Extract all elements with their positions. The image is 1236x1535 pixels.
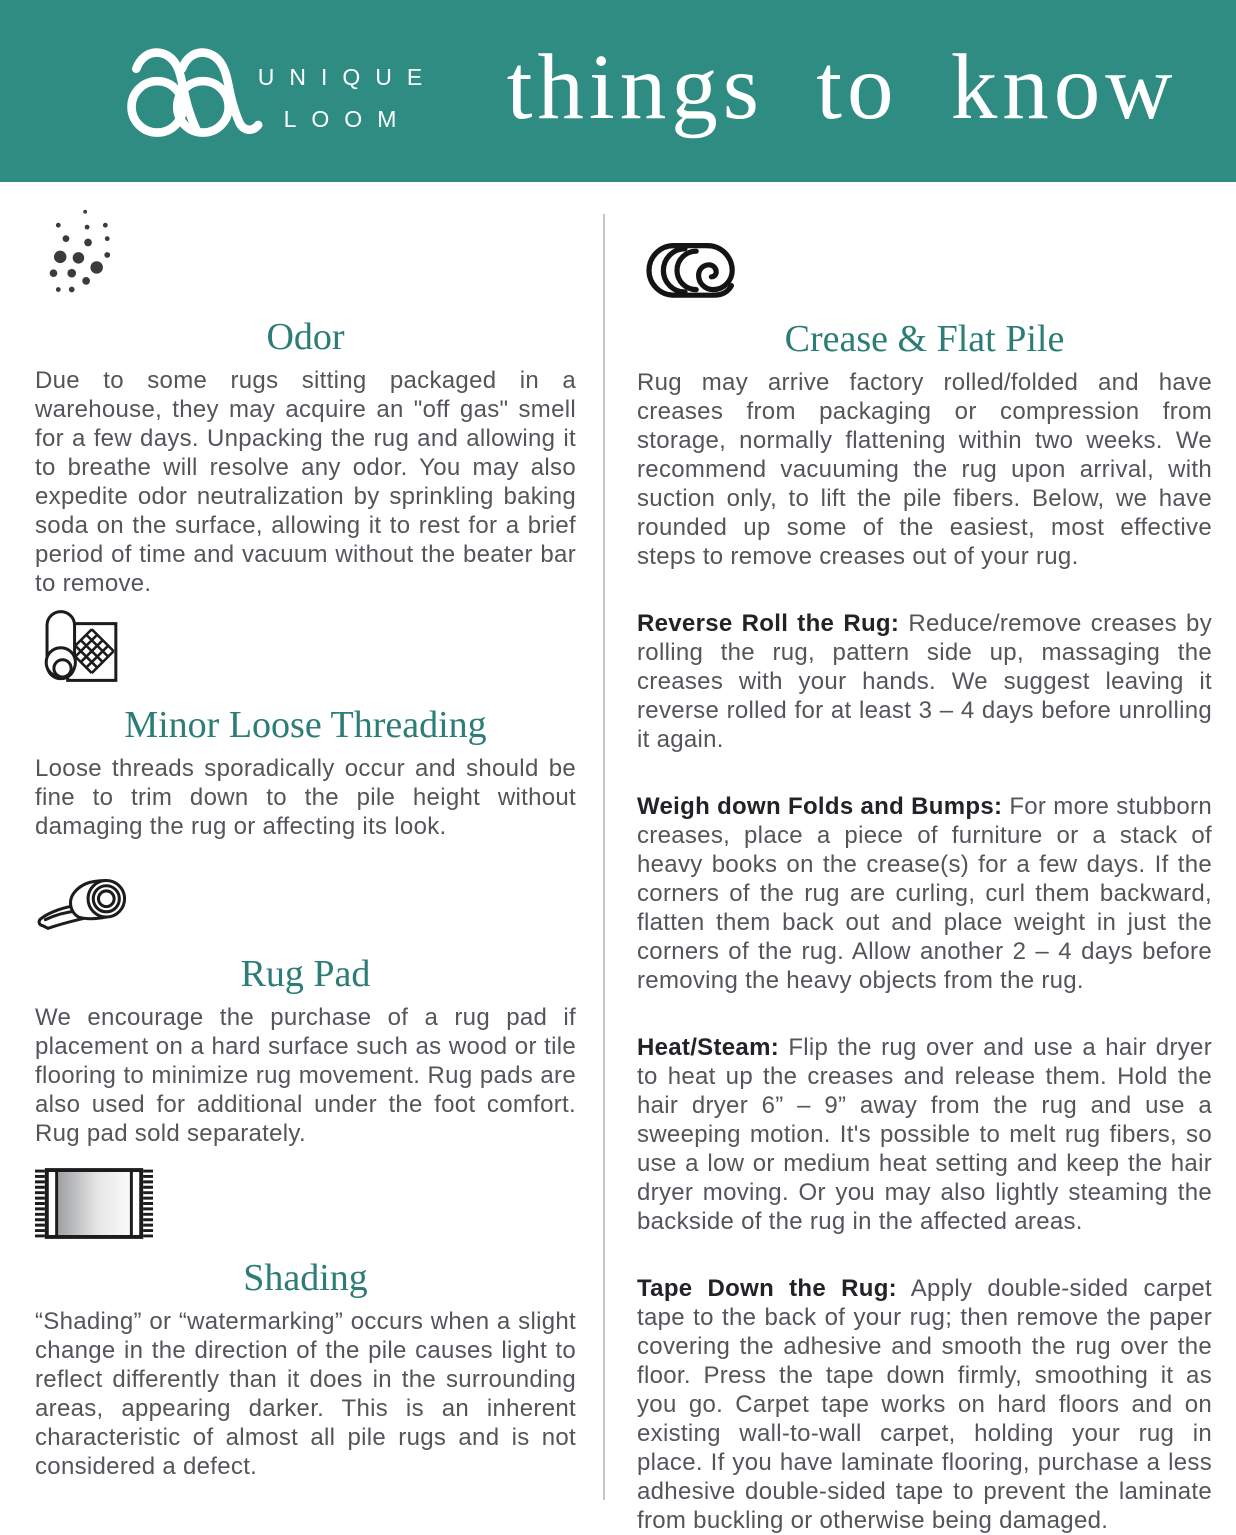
minor-loose-threading-heading: Minor Loose Threading (124, 704, 487, 746)
rolled-rug-crosshatch-icon (35, 608, 121, 690)
fringed-rug-shading-icon (35, 1166, 153, 1241)
odor-particles-icon (35, 206, 143, 302)
brand-wordmark (250, 56, 445, 140)
step-tape-down-label: Tape Down the Rug: (637, 1275, 897, 1302)
step-weigh-down-label: Weigh down Folds and Bumps: (637, 793, 1003, 820)
step-weigh-down-text: For more stubborn creases, place a piece of furniture or a stack of heavy books on the crease(s) for a few days. If the corners of the rug are curling, curl them backward, flatten them back out and place weight in just the corners of the rug. Allow another 2 – 4 days before removing the heavy objects from the rug. (637, 793, 1212, 994)
left-column (35, 182, 576, 1481)
page-title: things to know (506, 36, 1178, 139)
odor-body: Due to some rugs sitting packaged in a warehouse, they may acquire an "off gas" smell for a few days. Unpacking the rug and allowing it to breathe will resolve any odor. You may also expedite odor neutralization by sprinkling baking soda on the surface, allowing it to rest for a brief period of time and vacuum without the beater bar to remove. (35, 367, 576, 597)
crease-flat-pile-intro: Rug may arrive factory rolled/folded and have creases from packaging or compression from storage, normally flattening within two weeks. We recommend vacuuming the rug upon arrival, with suction only, to lift the pile fibers. Below, we have rounded up some of the easiest, most effective steps to remove creases out of your rug. (637, 369, 1212, 570)
step-tape-down (637, 1274, 1212, 1535)
rug-pad-heading: Rug Pad (240, 953, 371, 995)
rolled-rug-spiral-icon (637, 236, 741, 304)
brand-line-unique: UNIQUE (257, 64, 438, 90)
section-shading (35, 1166, 576, 1481)
crease-flat-pile-heading: Crease & Flat Pile (784, 318, 1065, 360)
rug-pad-roll-icon (35, 869, 135, 939)
step-heat-steam-text: Flip the rug over and use a hair dryer to heat up the creases and release them. Hold the hair dryer 6” – 9” away from the rug and use a sweeping motion. It's possible to melt rug fibers, so use a low or medium heat setting and keep the hair dryer moving. Or you may also lightly steaming the backside of the rug in the affected areas. (637, 1034, 1212, 1235)
step-reverse-roll-text: Reduce/remove creases by rolling the rug, pattern side up, massaging the creases with your hands. We suggest leaving it reverse rolled for at least 3 – 4 days before unrolling it again. (637, 610, 1212, 753)
column-divider (603, 214, 605, 1500)
shading-body: “Shading” or “watermarking” occurs when a slight change in the direction of the pile causes light to reflect differently than it does in the surrounding areas, appearing darker. This is an inherent characteristic of almost all pile rugs and is not considered a defect. (35, 1308, 576, 1480)
rug-pad-body: We encourage the purchase of a rug pad if placement on a hard surface such as wood or tile flooring to minimize rug movement. Rug pads are also used for additional under the foot comfort. Rug pad sold separately. (35, 1004, 576, 1147)
section-odor (35, 206, 576, 598)
section-minor-loose-threading (35, 608, 576, 841)
step-tape-down-text: Apply double-sided carpet tape to the back of your rug; then remove the paper covering the adhesive and smooth the rug over the floor. Press the tape down firmly, smoothing it as you go. Carpet tape works on hard floors and on existing wall-to-wall carpet, holding your rug in place. If you have laminate flooring, purchase a less adhesive double-sided tape to prevent the laminate from buckling or otherwise being damaged. (637, 1275, 1212, 1534)
minor-loose-threading-body: Loose threads sporadically occur and should be fine to trim down to the pile height without damaging the rug or affecting its look. (35, 755, 576, 840)
step-heat-steam (637, 1033, 1212, 1236)
step-weigh-down (637, 792, 1212, 995)
odor-heading: Odor (266, 316, 345, 358)
header-banner (0, 0, 1236, 182)
brand-line-loom: LOOM (283, 106, 412, 132)
right-column (637, 182, 1212, 1535)
step-reverse-roll (637, 609, 1212, 754)
step-reverse-roll-label: Reverse Roll the Rug: (637, 610, 900, 637)
shading-heading: Shading (243, 1257, 368, 1299)
section-rug-pad (35, 869, 576, 1148)
step-heat-steam-label: Heat/Steam: (637, 1034, 780, 1061)
section-crease-flat-pile (637, 236, 1212, 571)
